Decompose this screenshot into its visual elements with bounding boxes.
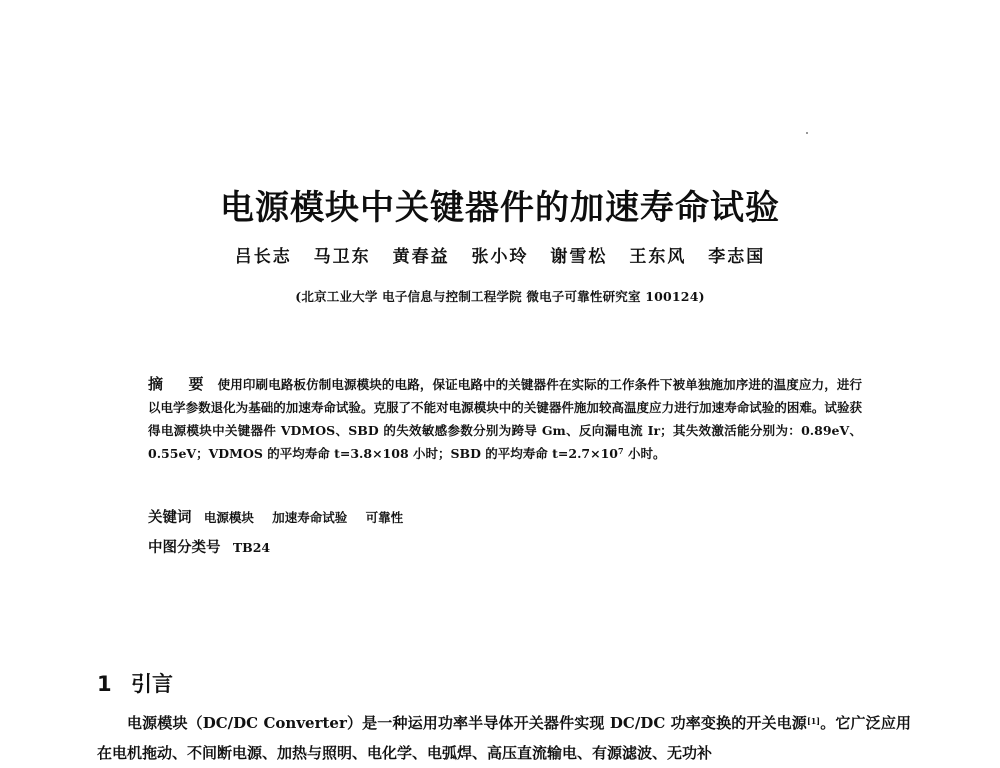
classification-value: TB24 — [232, 540, 271, 555]
author-name: 吕长志 — [234, 247, 292, 267]
abstract-exponent: 7 — [618, 446, 624, 456]
abstract-label: 摘 要 — [148, 375, 214, 393]
abstract-tail: 小时。 — [623, 446, 666, 461]
abstract-text: 使用印刷电路板仿制电源模块的电路，保证电路中的关键器件在实际的工作条件下被单独施加序进的温度应力，进行以电学参数退化为基础的加速寿命试验。克服了不能对电源模块中的关键器件施加较高温度应力进行加速寿命试验的困难。试验获得电源模块中关键器件 VDMOS、SBD 的失效敏感参数分别为跨导 Gm、反向漏电流 Ir；其失效激活能分别为：0.89eV、0.55eV；VDMOS 的平均寿命 t=3.8×108 小时；SBD 的平均寿命 t=2.7×10 — [148, 377, 862, 461]
keywords-label: 关键词 — [148, 509, 192, 526]
body-paragraph — [97, 708, 911, 768]
affiliation: (北京工业大学 电子信息与控制工程学院 微电子可靠性研究室 100124) — [295, 289, 705, 304]
classification-label: 中图分类号 — [148, 539, 221, 556]
keyword-item: 电源模块 — [203, 510, 254, 525]
scan-artifact-dot — [806, 132, 808, 134]
paper-title: 电源模块中关键器件的加速寿命试验 — [220, 188, 780, 228]
abstract — [148, 373, 862, 465]
author-name: 张小玲 — [471, 247, 529, 267]
section-number: 1 — [97, 672, 112, 696]
citation-ref: [1] — [806, 716, 821, 726]
section-heading — [97, 668, 173, 698]
author-name: 王东风 — [629, 247, 687, 267]
author-list — [0, 242, 1000, 267]
keywords — [148, 506, 417, 527]
author-name: 马卫东 — [313, 247, 371, 267]
classification — [148, 536, 284, 557]
section-title: 引言 — [131, 672, 173, 696]
author-name: 李志国 — [708, 247, 766, 267]
body-text: 电源模块（DC/DC Converter）是一种运用功率半导体开关器件实现 DC/DC 功率变换的开关电源 — [127, 714, 807, 732]
body-text-continued: 。它广泛应用在电机拖动、不间断电源、加热与照明、电化学、电弧焊、高压直流输电、有源滤波、无功补 — [97, 714, 911, 762]
keyword-item: 可靠性 — [365, 510, 404, 525]
author-name: 黄春益 — [392, 247, 450, 267]
keyword-item: 加速寿命试验 — [272, 510, 348, 525]
author-name: 谢雪松 — [550, 247, 608, 267]
